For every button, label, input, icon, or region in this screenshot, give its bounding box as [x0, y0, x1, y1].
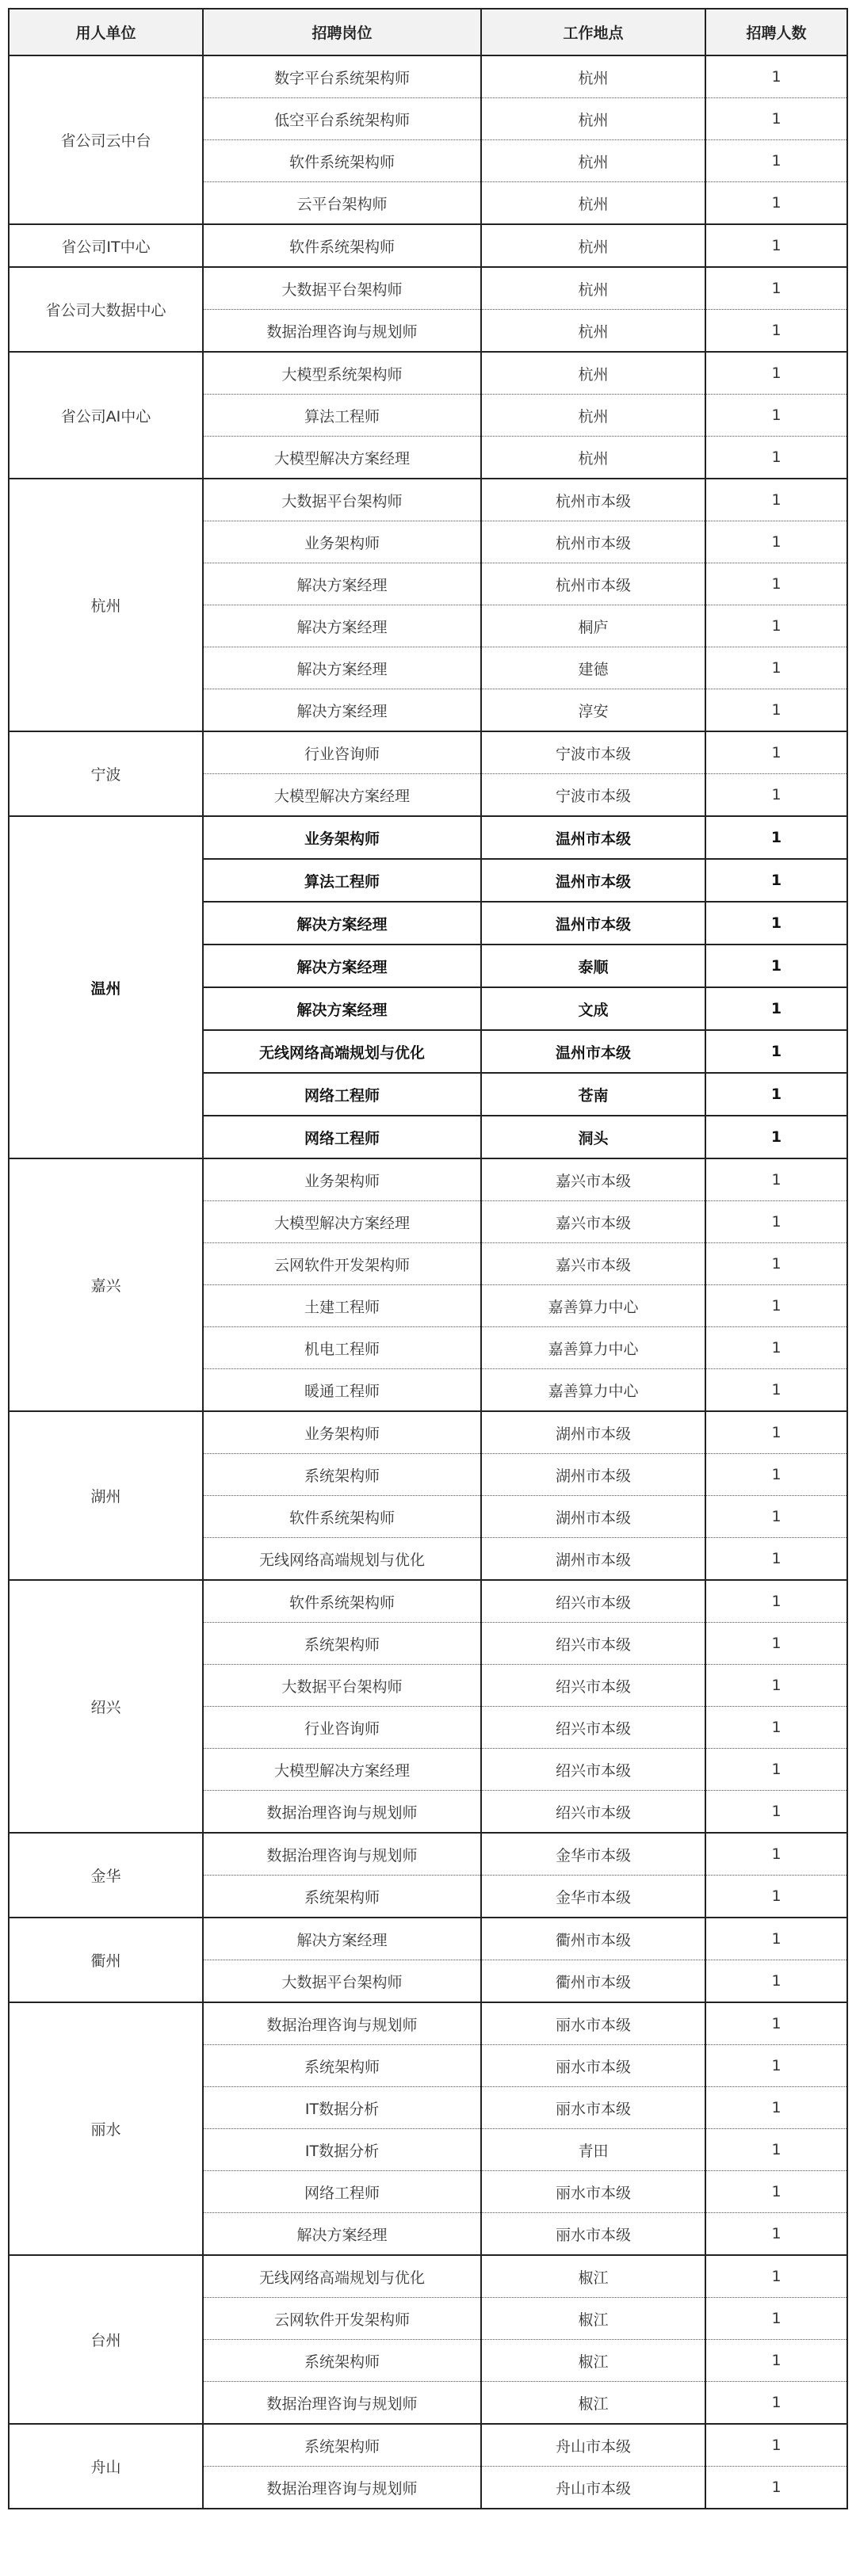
position-cell: 业务架构师 — [203, 521, 481, 563]
count-cell: 1 — [705, 395, 847, 437]
count-cell: 1 — [705, 1623, 847, 1665]
position-cell: 云网软件开发架构师 — [203, 2298, 481, 2340]
count-cell: 1 — [705, 1327, 847, 1369]
table-row — [9, 1158, 847, 1201]
count-cell: 1 — [705, 1369, 847, 1412]
count-cell: 1 — [705, 2129, 847, 2171]
position-cell: 数字平台系统架构师 — [203, 55, 481, 98]
unit-cell: 丽水 — [9, 2002, 203, 2255]
count-cell: 1 — [705, 1030, 847, 1073]
location-cell: 杭州 — [481, 395, 705, 437]
count-cell: 1 — [705, 2002, 847, 2045]
table-row — [9, 1411, 847, 1454]
count-cell: 1 — [705, 310, 847, 353]
count-cell: 1 — [705, 987, 847, 1030]
count-cell: 1 — [705, 352, 847, 395]
position-cell: 大数据平台架构师 — [203, 1665, 481, 1707]
position-cell: 大模型解决方案经理 — [203, 1749, 481, 1791]
table-body — [9, 55, 847, 2509]
location-cell: 湖州市本级 — [481, 1454, 705, 1496]
count-cell: 1 — [705, 2424, 847, 2467]
position-cell: 解决方案经理 — [203, 1918, 481, 1960]
location-cell: 杭州市本级 — [481, 521, 705, 563]
unit-cell: 省公司大数据中心 — [9, 267, 203, 352]
count-cell: 1 — [705, 1285, 847, 1327]
location-cell: 丽水市本级 — [481, 2087, 705, 2129]
position-cell: 解决方案经理 — [203, 647, 481, 689]
location-cell: 嘉善算力中心 — [481, 1327, 705, 1369]
position-cell: 行业咨询师 — [203, 731, 481, 774]
count-cell: 1 — [705, 902, 847, 945]
position-cell: 数据治理咨询与规划师 — [203, 2002, 481, 2045]
unit-cell: 绍兴 — [9, 1580, 203, 1833]
location-cell: 椒江 — [481, 2382, 705, 2425]
location-cell: 杭州 — [481, 352, 705, 395]
position-cell: 数据治理咨询与规划师 — [203, 2467, 481, 2509]
unit-cell: 省公司IT中心 — [9, 224, 203, 267]
count-cell: 1 — [705, 2045, 847, 2087]
table-row — [9, 224, 847, 267]
count-cell: 1 — [705, 2087, 847, 2129]
position-cell: 系统架构师 — [203, 2424, 481, 2467]
position-cell: 数据治理咨询与规划师 — [203, 310, 481, 353]
position-cell: IT数据分析 — [203, 2087, 481, 2129]
count-cell: 1 — [705, 1791, 847, 1834]
unit-cell: 省公司云中台 — [9, 55, 203, 224]
count-cell: 1 — [705, 55, 847, 98]
count-cell: 1 — [705, 98, 847, 140]
table-row — [9, 55, 847, 98]
location-cell: 嘉善算力中心 — [481, 1285, 705, 1327]
count-cell: 1 — [705, 1116, 847, 1158]
position-cell: 网络工程师 — [203, 1073, 481, 1116]
count-cell: 1 — [705, 1411, 847, 1454]
position-cell: 大数据平台架构师 — [203, 479, 481, 521]
count-cell: 1 — [705, 1833, 847, 1876]
position-cell: 算法工程师 — [203, 859, 481, 902]
location-cell: 绍兴市本级 — [481, 1623, 705, 1665]
position-cell: 业务架构师 — [203, 816, 481, 859]
position-cell: 解决方案经理 — [203, 689, 481, 732]
header-position: 招聘岗位 — [203, 9, 481, 55]
location-cell: 金华市本级 — [481, 1876, 705, 1918]
location-cell: 金华市本级 — [481, 1833, 705, 1876]
location-cell: 文成 — [481, 987, 705, 1030]
location-cell: 衢州市本级 — [481, 1960, 705, 2003]
header-unit: 用人单位 — [9, 9, 203, 55]
count-cell: 1 — [705, 2298, 847, 2340]
position-cell: 系统架构师 — [203, 2045, 481, 2087]
position-cell: 云网软件开发架构师 — [203, 1243, 481, 1285]
location-cell: 桐庐 — [481, 605, 705, 647]
count-cell: 1 — [705, 437, 847, 479]
location-cell: 淳安 — [481, 689, 705, 732]
position-cell: 数据治理咨询与规划师 — [203, 1833, 481, 1876]
location-cell: 杭州市本级 — [481, 563, 705, 605]
location-cell: 杭州 — [481, 437, 705, 479]
location-cell: 杭州 — [481, 98, 705, 140]
position-cell: 土建工程师 — [203, 1285, 481, 1327]
location-cell: 温州市本级 — [481, 859, 705, 902]
location-cell: 温州市本级 — [481, 902, 705, 945]
table-row — [9, 2424, 847, 2467]
position-cell: 算法工程师 — [203, 395, 481, 437]
location-cell: 绍兴市本级 — [481, 1791, 705, 1834]
count-cell: 1 — [705, 521, 847, 563]
count-cell: 1 — [705, 689, 847, 732]
header-row — [9, 9, 847, 55]
location-cell: 宁波市本级 — [481, 774, 705, 817]
position-cell: IT数据分析 — [203, 2129, 481, 2171]
count-cell: 1 — [705, 1538, 847, 1581]
count-cell: 1 — [705, 563, 847, 605]
position-cell: 解决方案经理 — [203, 945, 481, 987]
location-cell: 湖州市本级 — [481, 1496, 705, 1538]
table-row — [9, 267, 847, 310]
table-row — [9, 816, 847, 859]
position-cell: 大模型系统架构师 — [203, 352, 481, 395]
count-cell: 1 — [705, 2382, 847, 2425]
count-cell: 1 — [705, 945, 847, 987]
count-cell: 1 — [705, 2255, 847, 2298]
count-cell: 1 — [705, 1243, 847, 1285]
position-cell: 大模型解决方案经理 — [203, 1201, 481, 1243]
location-cell: 嘉善算力中心 — [481, 1369, 705, 1412]
location-cell: 青田 — [481, 2129, 705, 2171]
location-cell: 舟山市本级 — [481, 2467, 705, 2509]
unit-cell: 湖州 — [9, 1411, 203, 1580]
position-cell: 无线网络高端规划与优化 — [203, 2255, 481, 2298]
count-cell: 1 — [705, 1707, 847, 1749]
position-cell: 解决方案经理 — [203, 605, 481, 647]
count-cell: 1 — [705, 140, 847, 182]
location-cell: 杭州 — [481, 140, 705, 182]
location-cell: 泰顺 — [481, 945, 705, 987]
count-cell: 1 — [705, 1496, 847, 1538]
position-cell: 解决方案经理 — [203, 987, 481, 1030]
table-row — [9, 1833, 847, 1876]
location-cell: 绍兴市本级 — [481, 1749, 705, 1791]
location-cell: 丽水市本级 — [481, 2002, 705, 2045]
location-cell: 绍兴市本级 — [481, 1707, 705, 1749]
unit-cell: 省公司AI中心 — [9, 352, 203, 479]
location-cell: 绍兴市本级 — [481, 1580, 705, 1623]
location-cell: 洞头 — [481, 1116, 705, 1158]
table-row — [9, 352, 847, 395]
position-cell: 软件系统架构师 — [203, 224, 481, 267]
location-cell: 建德 — [481, 647, 705, 689]
location-cell: 嘉兴市本级 — [481, 1243, 705, 1285]
table-row — [9, 2002, 847, 2045]
location-cell: 丽水市本级 — [481, 2213, 705, 2256]
count-cell: 1 — [705, 1454, 847, 1496]
count-cell: 1 — [705, 731, 847, 774]
count-cell: 1 — [705, 1665, 847, 1707]
unit-cell: 宁波 — [9, 731, 203, 816]
position-cell: 大数据平台架构师 — [203, 267, 481, 310]
count-cell: 1 — [705, 182, 847, 225]
position-cell: 机电工程师 — [203, 1327, 481, 1369]
position-cell: 软件系统架构师 — [203, 1496, 481, 1538]
location-cell: 杭州市本级 — [481, 479, 705, 521]
position-cell: 软件系统架构师 — [203, 1580, 481, 1623]
header-location: 工作地点 — [481, 9, 705, 55]
count-cell: 1 — [705, 1201, 847, 1243]
position-cell: 数据治理咨询与规划师 — [203, 2382, 481, 2425]
table-row — [9, 2255, 847, 2298]
location-cell: 宁波市本级 — [481, 731, 705, 774]
count-cell: 1 — [705, 1749, 847, 1791]
recruitment-table — [8, 8, 846, 2509]
position-cell: 系统架构师 — [203, 1623, 481, 1665]
location-cell: 椒江 — [481, 2255, 705, 2298]
header-count: 招聘人数 — [705, 9, 847, 55]
position-cell: 业务架构师 — [203, 1158, 481, 1201]
position-cell: 行业咨询师 — [203, 1707, 481, 1749]
count-cell: 1 — [705, 859, 847, 902]
count-cell: 1 — [705, 605, 847, 647]
location-cell: 绍兴市本级 — [481, 1665, 705, 1707]
position-cell: 大模型解决方案经理 — [203, 774, 481, 817]
location-cell: 温州市本级 — [481, 816, 705, 859]
position-cell: 数据治理咨询与规划师 — [203, 1791, 481, 1834]
position-cell: 低空平台系统架构师 — [203, 98, 481, 140]
position-cell: 系统架构师 — [203, 2340, 481, 2382]
location-cell: 椒江 — [481, 2340, 705, 2382]
location-cell: 杭州 — [481, 55, 705, 98]
table-row — [9, 1580, 847, 1623]
location-cell: 杭州 — [481, 310, 705, 353]
count-cell: 1 — [705, 2340, 847, 2382]
location-cell: 丽水市本级 — [481, 2045, 705, 2087]
unit-cell: 嘉兴 — [9, 1158, 203, 1411]
position-cell: 大数据平台架构师 — [203, 1960, 481, 2003]
position-cell: 系统架构师 — [203, 1454, 481, 1496]
count-cell: 1 — [705, 647, 847, 689]
position-cell: 无线网络高端规划与优化 — [203, 1030, 481, 1073]
count-cell: 1 — [705, 1876, 847, 1918]
position-cell: 无线网络高端规划与优化 — [203, 1538, 481, 1581]
count-cell: 1 — [705, 1960, 847, 2003]
table-row — [9, 1918, 847, 1960]
location-cell: 舟山市本级 — [481, 2424, 705, 2467]
location-cell: 杭州 — [481, 182, 705, 225]
location-cell: 杭州 — [481, 267, 705, 310]
position-cell: 云平台架构师 — [203, 182, 481, 225]
count-cell: 1 — [705, 479, 847, 521]
unit-cell: 舟山 — [9, 2424, 203, 2509]
location-cell: 椒江 — [481, 2298, 705, 2340]
count-cell: 1 — [705, 267, 847, 310]
location-cell: 丽水市本级 — [481, 2171, 705, 2213]
location-cell: 杭州 — [481, 224, 705, 267]
unit-cell: 台州 — [9, 2255, 203, 2424]
count-cell: 1 — [705, 774, 847, 817]
count-cell: 1 — [705, 1918, 847, 1960]
position-cell: 解决方案经理 — [203, 563, 481, 605]
location-cell: 衢州市本级 — [481, 1918, 705, 1960]
count-cell: 1 — [705, 1158, 847, 1201]
count-cell: 1 — [705, 1580, 847, 1623]
position-cell: 网络工程师 — [203, 2171, 481, 2213]
location-cell: 苍南 — [481, 1073, 705, 1116]
table-row — [9, 479, 847, 521]
count-cell: 1 — [705, 1073, 847, 1116]
position-cell: 暖通工程师 — [203, 1369, 481, 1412]
unit-cell: 杭州 — [9, 479, 203, 731]
unit-cell: 衢州 — [9, 1918, 203, 2002]
count-cell: 1 — [705, 816, 847, 859]
position-cell: 解决方案经理 — [203, 902, 481, 945]
location-cell: 温州市本级 — [481, 1030, 705, 1073]
count-cell: 1 — [705, 224, 847, 267]
location-cell: 湖州市本级 — [481, 1538, 705, 1581]
unit-cell: 温州 — [9, 816, 203, 1158]
table-row — [9, 731, 847, 774]
position-cell: 软件系统架构师 — [203, 140, 481, 182]
position-cell: 网络工程师 — [203, 1116, 481, 1158]
unit-cell: 金华 — [9, 1833, 203, 1918]
count-cell: 1 — [705, 2213, 847, 2256]
position-cell: 系统架构师 — [203, 1876, 481, 1918]
location-cell: 湖州市本级 — [481, 1411, 705, 1454]
location-cell: 嘉兴市本级 — [481, 1158, 705, 1201]
count-cell: 1 — [705, 2171, 847, 2213]
position-cell: 大模型解决方案经理 — [203, 437, 481, 479]
location-cell: 嘉兴市本级 — [481, 1201, 705, 1243]
position-cell: 解决方案经理 — [203, 2213, 481, 2256]
position-cell: 业务架构师 — [203, 1411, 481, 1454]
count-cell: 1 — [705, 2467, 847, 2509]
